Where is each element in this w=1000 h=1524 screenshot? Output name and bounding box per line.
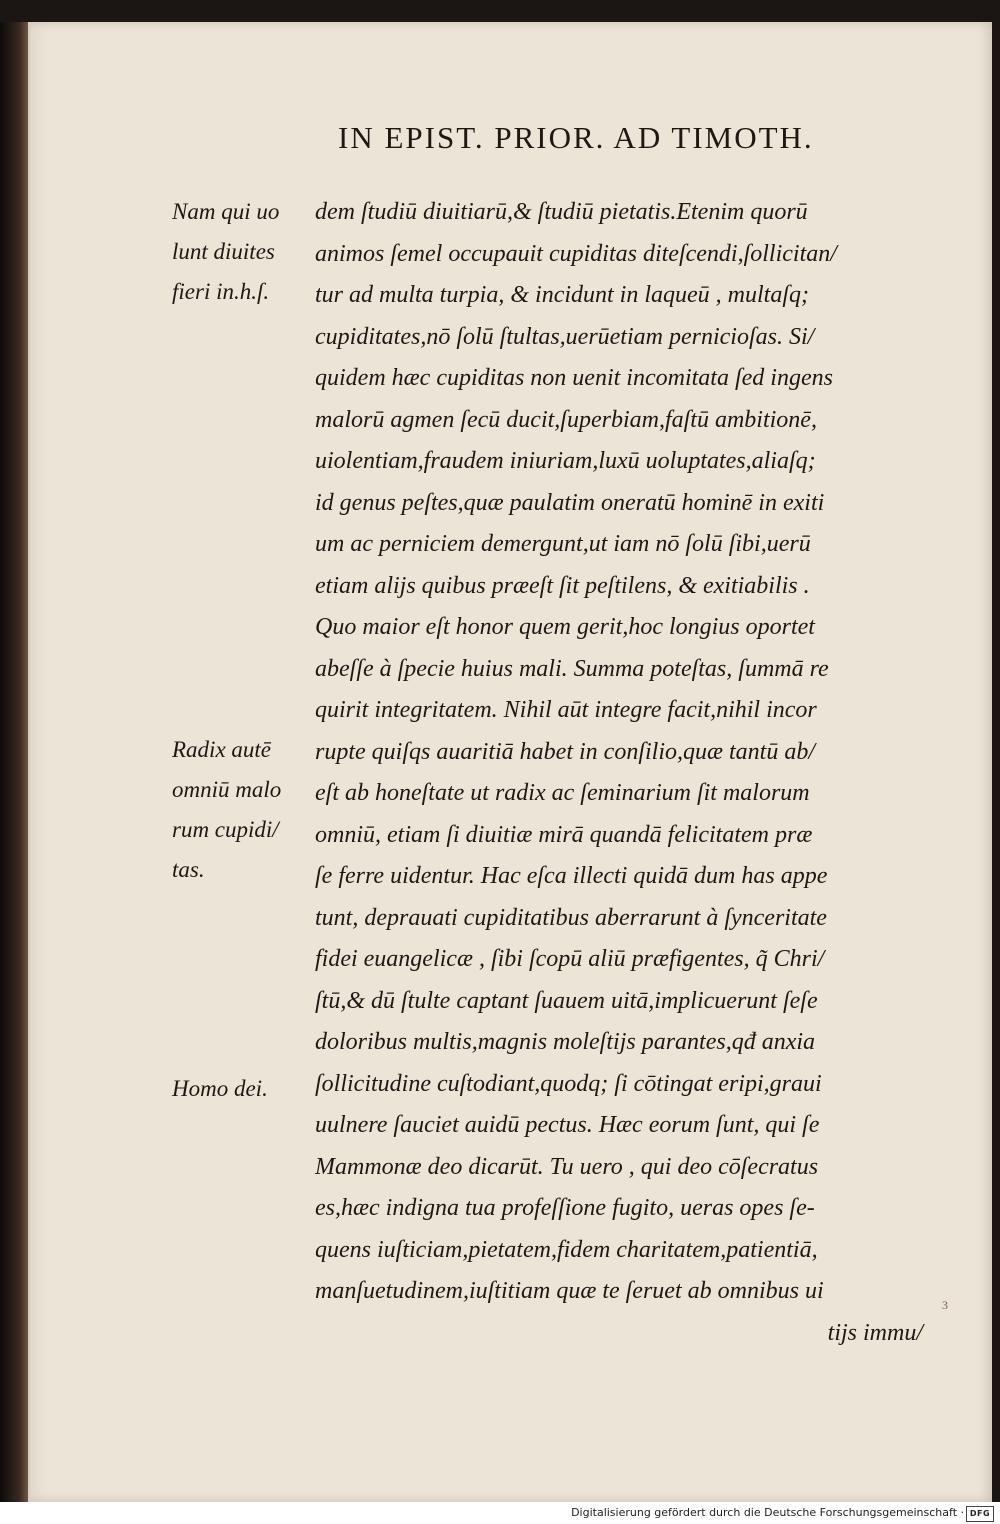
text-line: eſt ab honeſtate ut radix ac ſeminarium ſit malorum	[315, 780, 810, 806]
marginal-note-line: Radix autē	[172, 737, 271, 762]
text-line: ſtū,& dū ſtulte captant ſuauem uitā,implicuerunt ſeſe	[315, 987, 818, 1014]
text-line: quirit integritatem. Nihil aūt integre facit,nihil incor	[315, 697, 817, 723]
marginal-note-1	[172, 192, 322, 312]
marginal-note-line: Nam qui uo	[172, 199, 280, 224]
text-line: tur ad multa turpia, & incidunt in laqueū , multaſq;	[315, 282, 809, 308]
footer-credit: Digitalisierung gefördert durch die Deutsche Forschungsgemeinschaft ·	[571, 1506, 964, 1519]
marginal-note-line: rum cupidi/	[172, 817, 279, 842]
text-line: uiolentiam,fraudem iniuriam,luxū uoluptates,aliaſq;	[315, 448, 816, 474]
text-line: manſuetudinem,iuſtitiam quæ te ſeruet ab omnibus ui	[315, 1278, 824, 1304]
marginal-note-line: fieri in.h.ſ.	[172, 279, 270, 304]
page-edge	[0, 22, 28, 1502]
body-text	[315, 192, 945, 1354]
text-line: quens iuſticiam,pietatem,fidem charitatem,patientiā,	[315, 1236, 818, 1263]
text-line: id genus peſtes,quæ paulatim oneratū hominē in exiti	[315, 489, 825, 516]
text-line: cupiditates,nō ſolū ſtultas,uerūetiam pernicioſas. Si/	[315, 323, 815, 350]
text-line: es,hæc indigna tua profeſſione fugito, ueras opes ſe-	[315, 1195, 815, 1221]
marginal-note-line: Homo dei.	[172, 1076, 268, 1101]
dfg-logo-icon: DFG	[966, 1506, 994, 1522]
text-line: malorū agmen ſecū ducit,ſuperbiam,faſtū ambitionē,	[315, 406, 817, 433]
text-line: uulnere ſauciet auidū pectus. Hæc eorum ſunt, qui ſe	[315, 1112, 820, 1138]
running-head: IN EPIST. PRIOR. AD TIMOTH.	[338, 120, 814, 155]
signature-mark: 3	[942, 1298, 948, 1312]
text-line: abeſſe à ſpecie huius mali. Summa poteſtas, ſummā re	[315, 655, 829, 682]
footer-bar	[0, 1502, 1000, 1524]
text-line: rupte quiſqs auaritiā habet in conſilio,quæ tantū ab/	[315, 738, 816, 765]
text-line: ſollicitudine cuſtodiant,quodq; ſi cōtingat eripi,graui	[315, 1070, 822, 1097]
catchword-line: tijs immu/	[827, 1319, 923, 1346]
text-line: Quo maior eſt honor quem gerit,hoc longius oportet	[315, 614, 815, 640]
text-line: dem ſtudiū diuitiarū,& ſtudiū pietatis.Etenim quorū	[315, 199, 808, 225]
text-line: tunt, deprauati cupiditatibus aberrarunt à ſynceritate	[315, 904, 827, 931]
text-line: etiam alijs quibus præeſt ſit peſtilens, & exitiabilis .	[315, 572, 810, 599]
text-line: fidei euangelicæ , ſibi ſcopū aliū præfigentes, q̃ Chri/	[315, 946, 825, 972]
marginal-note-line: lunt diuites	[172, 239, 275, 264]
text-line: ſe ferre uidentur. Hac eſca illecti quidā dum has appe	[315, 863, 828, 889]
text-line: quidem hæc cupiditas non uenit incomitata ſed ingens	[315, 365, 833, 391]
text-line: um ac perniciem demergunt,ut iam nō ſolū ſibi,uerū	[315, 531, 811, 557]
text-line: doloribus multis,magnis moleſtijs parantes,qđ anxia	[315, 1029, 816, 1055]
text-line: animos ſemel occupauit cupiditas diteſcendi,ſollicitan/	[315, 240, 837, 267]
text-line: Mammonæ deo dicarūt. Tu uero , qui deo cōſecratus	[315, 1153, 819, 1180]
text-line: omniū, etiam ſi diuitiæ mirā quandā felicitatem præ	[315, 821, 813, 848]
marginal-note-2	[172, 730, 322, 890]
marginal-note-3	[172, 1069, 322, 1109]
marginal-note-line: omniū malo	[172, 777, 282, 802]
marginal-note-line: tas.	[172, 857, 205, 882]
